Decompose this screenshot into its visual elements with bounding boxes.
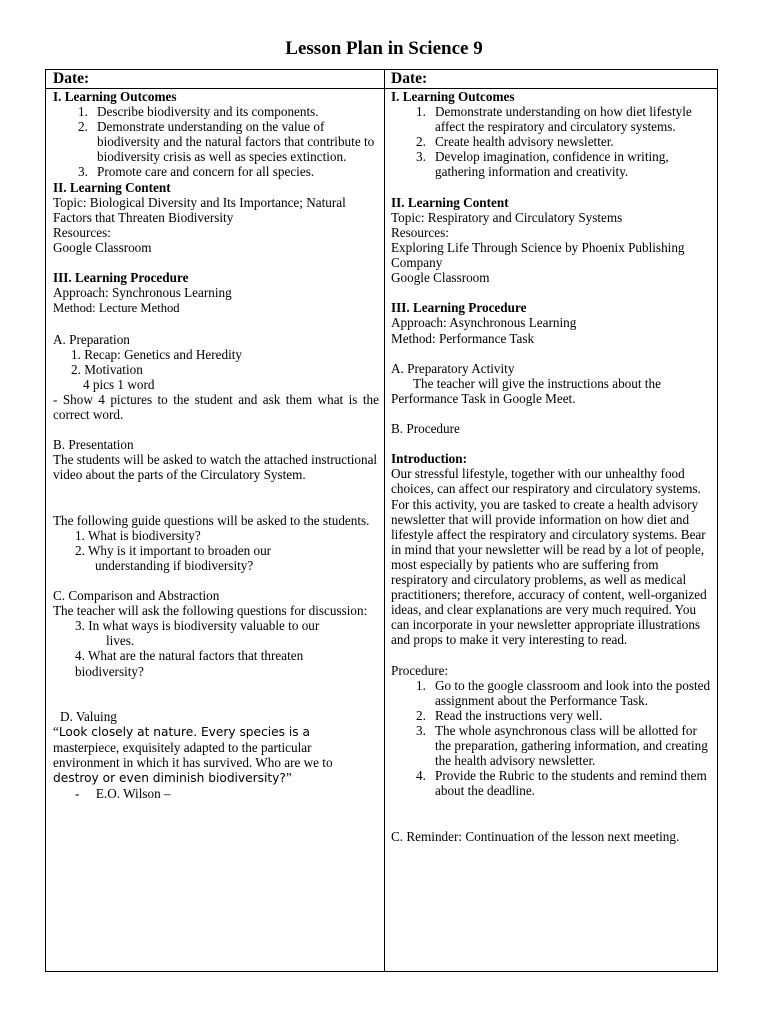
- right-column: [391, 89, 713, 844]
- list-item: 2. Read the instructions very well.: [416, 707, 603, 723]
- left-quote: “Look closely at nature. Every species is a masterpiece, exquisitely adapted to the particular environment in which it has survived. Who are we to destroy or even diminish biodiversity?”: [53, 723, 333, 786]
- left-date-label: Date:: [53, 70, 90, 87]
- list-item: 3. Develop imagination, confidence in writing, gathering information and creativity.: [416, 149, 669, 180]
- left-guide-q1: 1. What is biodiversity?: [75, 527, 201, 543]
- right-approach: Approach: Asynchronous Learning: [391, 315, 577, 331]
- column-divider: [384, 70, 385, 971]
- right-intro-text: Our stressful lifestyle, together with our unhealthy food choices, can affect our respiratory and circulatory systems. For this activity, you are tasked to create a health advisory newsletter that will provide information on how diet and lifestyle affect the respiratory and circulatory systems. Bear in mind that your newsletter will be read by a lot of people, most especially by patients who are suffering from respiratory and circulatory problems, as well as medical practitioners; therefore, accuracy of content, well-organized ideas, and clear explanations are very much required. You can incorporate in your newsletter appropriate illustrations and props to make it very interesting to read.: [391, 466, 707, 648]
- left-presentation-text: The students will be asked to watch the attached instructional video about the parts of the Circulatory System.: [53, 452, 378, 483]
- right-procedure-heading: III. Learning Procedure: [391, 300, 527, 316]
- left-procedure-heading: III. Learning Procedure: [53, 270, 189, 286]
- list-item: 3. Promote care and concern for all species.: [78, 164, 315, 180]
- left-content-heading: II. Learning Content: [53, 179, 171, 195]
- list-item: 4. Provide the Rubric to the students and remind them about the deadline.: [416, 768, 707, 799]
- right-content-heading: II. Learning Content: [391, 194, 509, 210]
- list-item: 3. The whole asynchronous class will be allotted for the preparation, gathering information, and creating the health advisory newsletter.: [416, 722, 708, 769]
- right-resources-label: Resources:: [391, 224, 449, 240]
- right-resources-classroom: Google Classroom: [391, 270, 490, 286]
- left-presentation: B. Presentation: [53, 437, 134, 453]
- left-outcomes-heading: I. Learning Outcomes: [53, 89, 177, 104]
- left-guide-intro: The following guide questions will be asked to the students.: [53, 512, 370, 528]
- lesson-plan-table: [45, 69, 718, 972]
- left-resources-label: Resources:: [53, 224, 111, 240]
- left-resources: Google Classroom: [53, 239, 152, 255]
- right-method: Method: Performance Task: [391, 330, 535, 346]
- list-item: 2. Create health advisory newsletter.: [416, 134, 614, 150]
- right-date-label: Date:: [391, 70, 428, 87]
- left-guide-q2: 2. Why is it important to broaden our: [75, 542, 272, 558]
- left-comp-q4-cont: biodiversity?: [75, 663, 144, 679]
- left-game: 4 pics 1 word: [83, 376, 155, 392]
- right-preparatory: A. Preparatory Activity: [391, 360, 515, 376]
- right-intro-heading: Introduction:: [391, 451, 467, 467]
- left-comp-q4: 4. What are the natural factors that threaten: [75, 648, 304, 664]
- left-motivation: 2. Motivation: [71, 361, 143, 377]
- document-title: Lesson Plan in Science 9: [285, 38, 483, 59]
- left-approach: Approach: Synchronous Learning: [53, 285, 232, 301]
- list-item: 2. Demonstrate understanding on the value of biodiversity and the natural factors that contribute to biodiversity crisis as well as species extinction.: [78, 119, 375, 165]
- left-outcomes-list: [53, 104, 379, 179]
- left-method: Method: Lecture Method: [53, 301, 180, 316]
- left-comparison-text: The teacher will ask the following questions for discussion:: [53, 603, 368, 619]
- list-item: 1. Describe biodiversity and its components.: [78, 104, 319, 120]
- left-preparation: A. Preparation: [53, 331, 130, 347]
- right-steps-list: [391, 678, 713, 799]
- right-outcomes-list: [391, 104, 713, 179]
- list-item: 1. Go to the google classroom and look into the posted assignment about the Performance Task.: [416, 677, 711, 708]
- left-comparison: C. Comparison and Abstraction: [53, 588, 220, 604]
- left-guide-q2-cont: understanding if biodiversity?: [95, 557, 254, 573]
- left-topic: Topic: Biological Diversity and Its Importance; Natural Factors that Threaten Biodiversity: [53, 194, 346, 225]
- right-outcomes-heading: I. Learning Outcomes: [391, 89, 515, 104]
- left-column: [53, 89, 379, 801]
- right-procedure-b: B. Procedure: [391, 421, 460, 437]
- right-preparatory-text: The teacher will give the instructions about the Performance Task in Google Meet.: [391, 375, 661, 406]
- right-topic: Topic: Respiratory and Circulatory Systems: [391, 209, 623, 225]
- right-resources-book: Exploring Life Through Science by Phoenix Publishing Company: [391, 239, 685, 271]
- left-recap: 1. Recap: Genetics and Heredity: [71, 346, 243, 362]
- left-attribution: - E.O. Wilson –: [75, 786, 171, 802]
- left-valuing: D. Valuing: [60, 708, 117, 724]
- left-comp-q3-cont: lives.: [106, 633, 135, 649]
- left-show-pictures: - Show 4 pictures to the student and ask them what is the correct word.: [53, 391, 379, 422]
- right-reminder: C. Reminder: Continuation of the lesson next meeting.: [391, 828, 680, 844]
- list-item: 1. Demonstrate understanding on how diet lifestyle affect the respiratory and circulatory systems.: [416, 104, 692, 135]
- right-steps-label: Procedure:: [391, 662, 449, 678]
- left-comp-q3: 3. In what ways is biodiversity valuable to our: [75, 618, 320, 634]
